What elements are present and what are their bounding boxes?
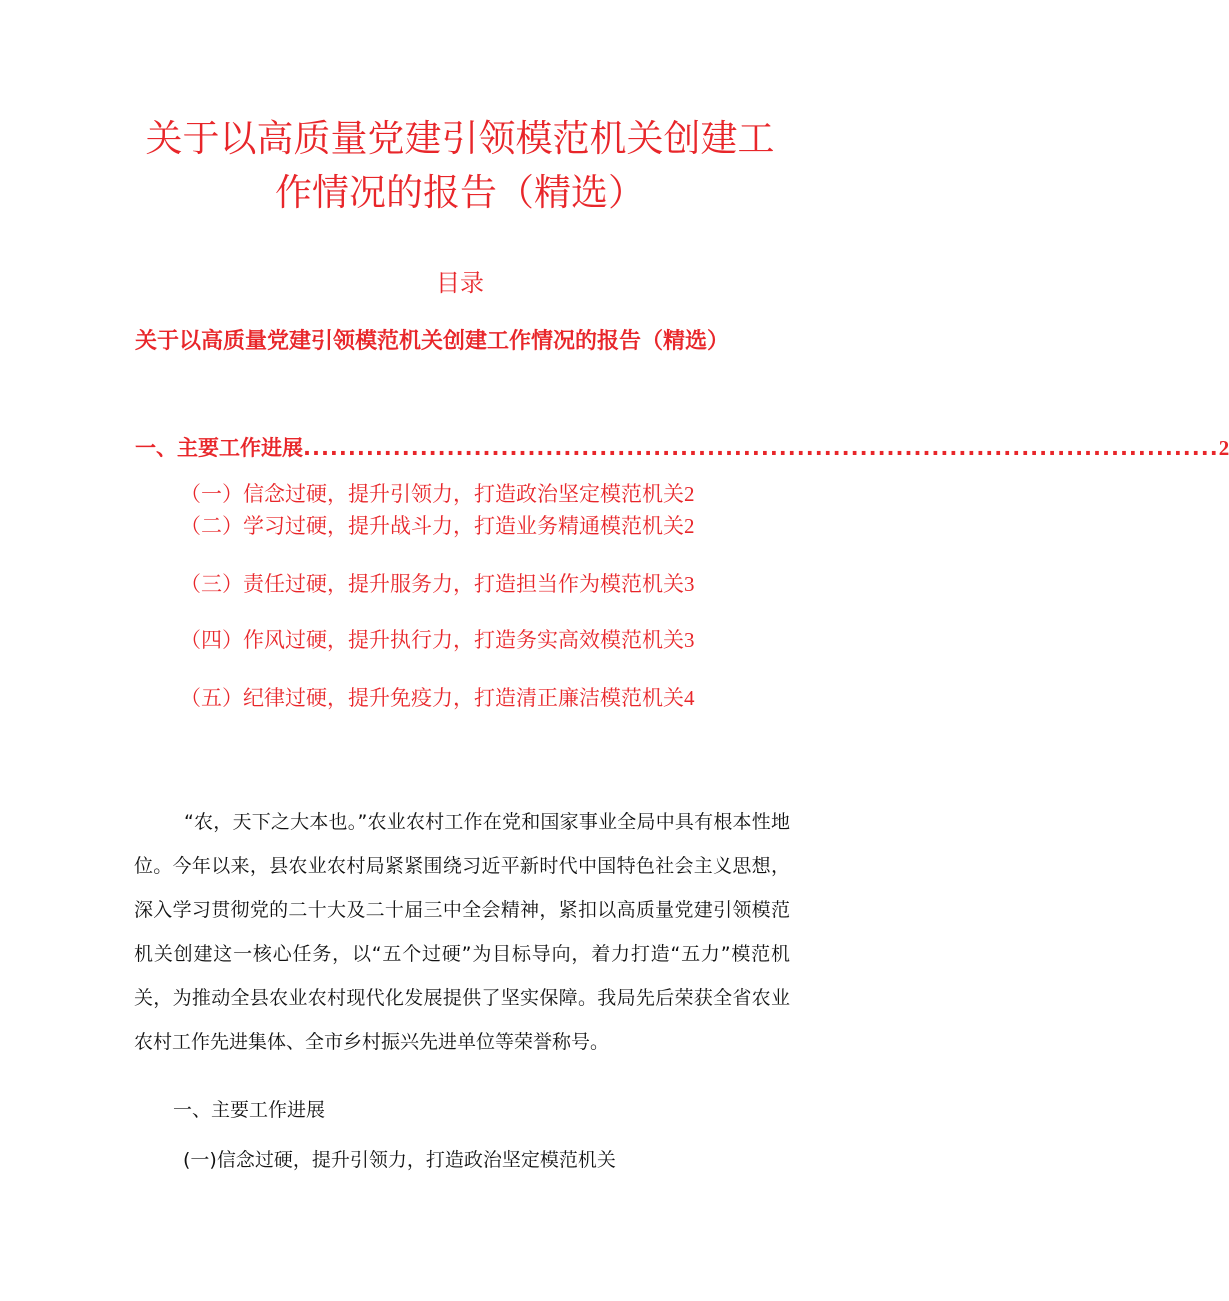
- section-heading-main-progress: 一、主要工作进展: [173, 1099, 326, 1121]
- toc-entry-label: （二）学习过硬，提升战斗力，打造业务精通模范机关: [180, 514, 684, 538]
- document-title-line-1: 关于以高质量党建引领模范机关创建工: [145, 117, 775, 160]
- toc-page-number: 2: [1218, 436, 1229, 460]
- toc-document-title[interactable]: 关于以高质量党建引领模范机关创建工作情况的报告（精选）: [135, 329, 730, 354]
- toc-entry-sub-5[interactable]: [180, 682, 780, 714]
- document-title-line-2: 作情况的报告（精选）: [275, 171, 645, 214]
- toc-entry-label: 一、主要工作进展: [135, 436, 303, 460]
- section-subheading-1: (一)信念过硬，提升引领力，打造政治坚定模范机关: [183, 1149, 616, 1171]
- toc-entry-label: （四）作风过硬，提升执行力，打造务实高效模范机关: [180, 628, 684, 652]
- toc-heading: 目录: [436, 269, 484, 297]
- document-title: [120, 112, 800, 220]
- toc-dot-leader: ......................................................................................................: [303, 436, 1219, 460]
- toc-entry-label: （三）责任过硬，提升服务力，打造担当作为模范机关: [180, 572, 684, 596]
- toc-entry-label: （一）信念过硬，提升引领力，打造政治坚定模范机关: [180, 482, 684, 506]
- toc-page-number: 2: [684, 482, 695, 506]
- toc-entry-sub-2[interactable]: [180, 510, 780, 542]
- toc-page-number: 3: [684, 572, 695, 596]
- toc-entry-sub-4[interactable]: [180, 624, 780, 656]
- toc-entry-label: （五）纪律过硬，提升免疫力，打造清正廉洁模范机关: [180, 686, 684, 710]
- toc-page-number: 2: [684, 514, 695, 538]
- toc-entry-main-progress[interactable]: [135, 432, 1229, 464]
- toc-entry-sub-3[interactable]: [180, 568, 780, 600]
- intro-paragraph: “农，天下之大本也。”农业农村工作在党和国家事业全局中具有根本性地位。今年以来，县农业农村局紧紧围绕习近平新时代中国特色社会主义思想，深入学习贯彻党的二十大及二十届三中全会精神，紧扣以高质量党建引领模范机关创建这一核心任务，以“五个过硬”为目标导向，着力打造“五力”模范机关，为推动全县农业农村现代化发展提供了坚实保障。我局先后荣获全省农业农村工作先进集体、全市乡村振兴先进单位等荣誉称号。: [134, 811, 790, 1053]
- toc-entry-sub-1[interactable]: [180, 478, 780, 510]
- toc-page-number: 4: [684, 686, 695, 710]
- toc-page-number: 3: [684, 628, 695, 652]
